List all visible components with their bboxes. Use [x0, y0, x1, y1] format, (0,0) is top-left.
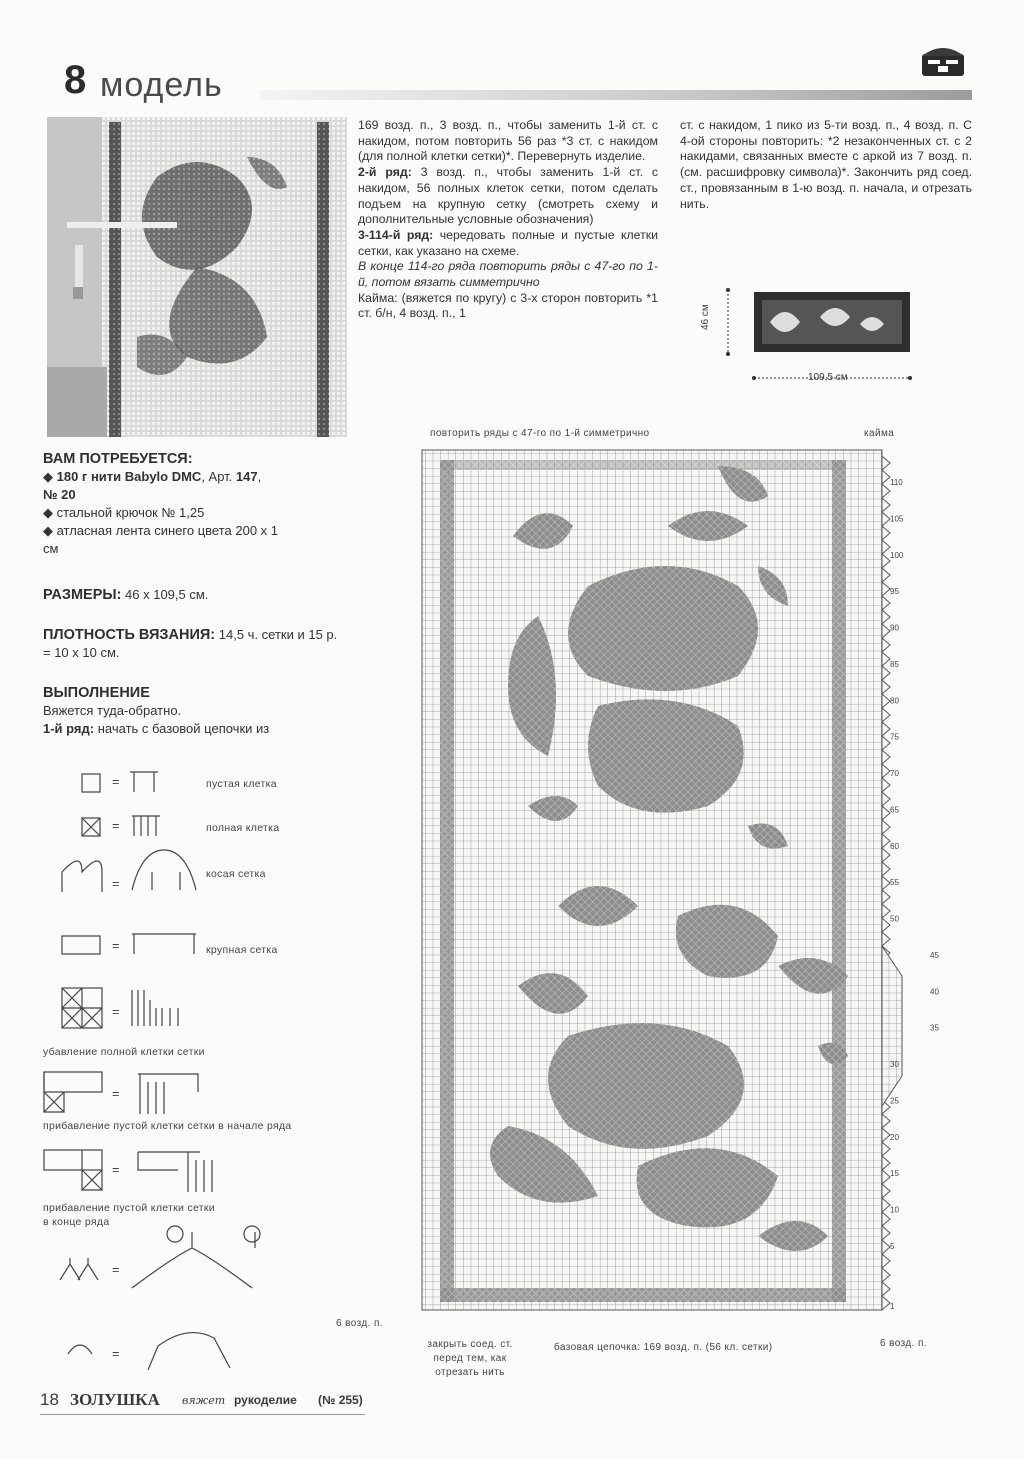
eq-decrease: =: [112, 1004, 120, 1019]
row-number-label: 30: [890, 1060, 899, 1070]
density-value: 14,5 ч. сетки и 15 р. = 10 х 10 см.: [43, 627, 338, 660]
legend-slanted-label: косая сетка: [206, 868, 266, 880]
row-number-label: 85: [890, 659, 899, 669]
row1-text: 169 возд. п., 3 возд. п., чтобы заменить 1-й ст. с накидом, потом повторить 56 раз *3 ст. с накидом (для полной клетки сетки)*. Перевернуть изделие.: [358, 118, 658, 164]
legend-decrease-label: убавление полной клетки сетки: [43, 1046, 205, 1058]
full-cell-stitch-icon: [132, 816, 160, 836]
material-hook: ◆ стальной крючок № 1,25: [43, 505, 205, 520]
yarn-brand: Babylo DMC: [124, 469, 202, 484]
row-number-label: 15: [890, 1169, 899, 1179]
row-number-label: 105: [890, 514, 904, 524]
arch-icon: [68, 1345, 92, 1354]
legend-empty-label: пустая клетка: [206, 778, 277, 790]
eq-inc-start: =: [112, 1086, 120, 1101]
row2-text: 3 возд. п., чтобы заменить 1-й ст. с накидом, 56 полных клеток сетки, потом сделать подъем на крупную сетку (смотреть схему и дополнительные условные обозначения): [358, 165, 658, 227]
page-header: [60, 58, 972, 108]
row3-paragraph: [358, 228, 658, 259]
execution-row1: [43, 720, 343, 738]
increase-start-icon: [44, 1072, 102, 1092]
sizes-value: 46 х 109,5 см.: [125, 587, 209, 602]
execution-section: [43, 684, 343, 738]
chart-top-note: повторить ряды с 47-го по 1-й симметрично: [430, 428, 650, 439]
yarn-amount: 180 г нити: [56, 469, 122, 484]
yarn-number: № 20: [43, 487, 76, 502]
row-number-label: 50: [890, 914, 899, 924]
yarn-art: 147: [235, 469, 258, 484]
row-number-label: 35: [930, 1023, 939, 1033]
material-ribbon: ◆ атласная лента синего цвета 200 х 1 см: [43, 523, 279, 556]
magazine-section: рукоделие: [234, 1393, 297, 1407]
close-note-line-1: закрыть соед. ст.: [427, 1339, 513, 1350]
arch-stitch-icon: [148, 1333, 230, 1370]
row-number-label: 80: [890, 696, 899, 706]
border-text-continue: ст. с накидом, 1 пико из 5-ти возд. п., 4 возд. п. С 4-ой стороны повторить: *2 незаконченных ст. с 2 накидами, связанных вместе с аркой из 7 возд. п. (см. расшифровку символа)*. Закончить ряд соед. ст., провязанным в 1-ю возд. п. начала, и отрезать нить.: [680, 118, 972, 211]
density-section: [43, 626, 343, 662]
right-chain-label: 6 возд. п.: [880, 1338, 927, 1349]
legend-inc-end-label-2: в конце ряда: [43, 1216, 110, 1228]
increase-start-stitch-icon: [138, 1074, 198, 1114]
row-number-label: 70: [890, 769, 899, 779]
empty-cell-icon: [82, 774, 100, 792]
sizes-section: [43, 586, 343, 604]
row-number-label: 60: [890, 841, 899, 851]
row-number-label: 65: [890, 805, 899, 815]
instructions-column-2: [680, 118, 972, 212]
close-note: [410, 1338, 530, 1380]
row-number-label: 55: [890, 878, 899, 888]
legend-large-label: крупная сетка: [206, 944, 278, 956]
filet-chart: [418, 446, 948, 1326]
row-number-label: 40: [930, 987, 939, 997]
curtain-photo: [47, 117, 347, 437]
magazine-script: вяжет: [182, 1394, 226, 1407]
chest-logo-icon: [918, 44, 968, 78]
decrease-stitch-icon: [132, 990, 178, 1026]
slanted-mesh-icon: [62, 861, 102, 892]
dimension-width: 109,5 см: [808, 372, 848, 383]
row-number-label: 25: [890, 1096, 899, 1106]
row1-label: 1-й ряд:: [43, 721, 95, 736]
row1-start-text: начать с базовой цепочки из: [97, 721, 270, 736]
model-title: модель: [100, 66, 223, 104]
magazine-brand: ЗОЛУШКА: [70, 1390, 160, 1409]
close-note-line-3: отрезать нить: [435, 1367, 505, 1378]
left-chain-label: 6 возд. п.: [336, 1318, 383, 1329]
row-number-label: 100: [890, 550, 904, 560]
eq-arch: =: [112, 1346, 120, 1361]
density-label: ПЛОТНОСТЬ ВЯЗАНИЯ:: [43, 627, 216, 643]
legend-inc-end-label-1: прибавление пустой клетки сетки: [43, 1202, 215, 1214]
picot-stitch-icon: [132, 1232, 255, 1288]
chart-border-label: кайма: [864, 428, 895, 439]
row-number-label: 110: [890, 478, 903, 487]
picot-icon: [60, 1258, 98, 1280]
hook-text: стальной крючок № 1,25: [56, 505, 205, 520]
row-number-label: 90: [890, 623, 899, 633]
eq-full: =: [112, 818, 120, 833]
row-number-label: 45: [930, 950, 939, 960]
eq-slanted: =: [112, 876, 120, 891]
eq-picot: =: [112, 1262, 120, 1277]
header-rule: [260, 90, 972, 100]
row2-paragraph: [358, 165, 658, 228]
row3-text: чередовать полные и пустые клетки сетки, как указано на схеме.: [358, 227, 658, 258]
material-yarn: ◆ 180 г нити Babylo DMC, Арт. 147,: [43, 469, 262, 484]
row-number-label: 10: [890, 1205, 899, 1215]
large-mesh-icon: [62, 936, 100, 954]
row-number-label: 95: [890, 587, 899, 597]
row-number-label: 20: [890, 1132, 899, 1142]
eq-inc-end: =: [112, 1162, 120, 1177]
instructions-column-1: [358, 118, 658, 322]
yarn-art-label: , Арт.: [201, 469, 233, 484]
row-number-label: 75: [890, 732, 899, 742]
page-footer: [40, 1390, 365, 1415]
materials-section: [43, 450, 343, 558]
eq-empty: =: [112, 774, 120, 789]
large-mesh-stitch-icon: [132, 934, 196, 954]
base-chain-label: базовая цепочка: 169 возд. п. (56 кл. сетки): [554, 1342, 773, 1353]
execution-line: Вяжется туда-обратно.: [43, 703, 182, 718]
empty-cell-stitch-icon: [130, 772, 158, 792]
slanted-mesh-stitch-icon: [132, 850, 196, 890]
row-number-label: 5: [890, 1242, 895, 1251]
legend-inc-start-label: прибавление пустой клетки сетки в начале ряда: [43, 1120, 292, 1132]
legend-full-label: полная клетка: [206, 822, 280, 834]
symbol-legend: [40, 760, 350, 1380]
ribbon-text: атласная лента синего цвета 200 х 1 см: [43, 523, 279, 556]
row114-text: В конце 114-го ряда повторить ряды с 47-го по 1-й, потом вязать симметрично: [358, 259, 658, 290]
border-text-start: Кайма: (вяжется по кругу) с 3-х сторон повторить *1 ст. б/н, 4 возд. п., 1: [358, 290, 658, 321]
page-number: 18: [40, 1390, 59, 1409]
dimension-height: 46 см: [700, 304, 711, 330]
increase-end-icon: [44, 1150, 102, 1170]
eq-large: =: [112, 938, 120, 953]
close-note-line-2: перед тем, как: [433, 1353, 507, 1364]
increase-end-stitch-icon: [138, 1152, 212, 1192]
sizes-label: РАЗМЕРЫ:: [43, 587, 122, 603]
row3-label: 3-114-й ряд:: [358, 227, 434, 242]
issue-number: (№ 255): [318, 1393, 363, 1407]
execution-heading: ВЫПОЛНЕНИЕ: [43, 685, 150, 701]
materials-heading: ВАМ ПОТРЕБУЕТСЯ:: [43, 451, 193, 467]
row-number-label: 1: [890, 1302, 895, 1311]
row2-label: 2-й ряд:: [358, 165, 412, 180]
model-number: 8: [64, 58, 87, 102]
